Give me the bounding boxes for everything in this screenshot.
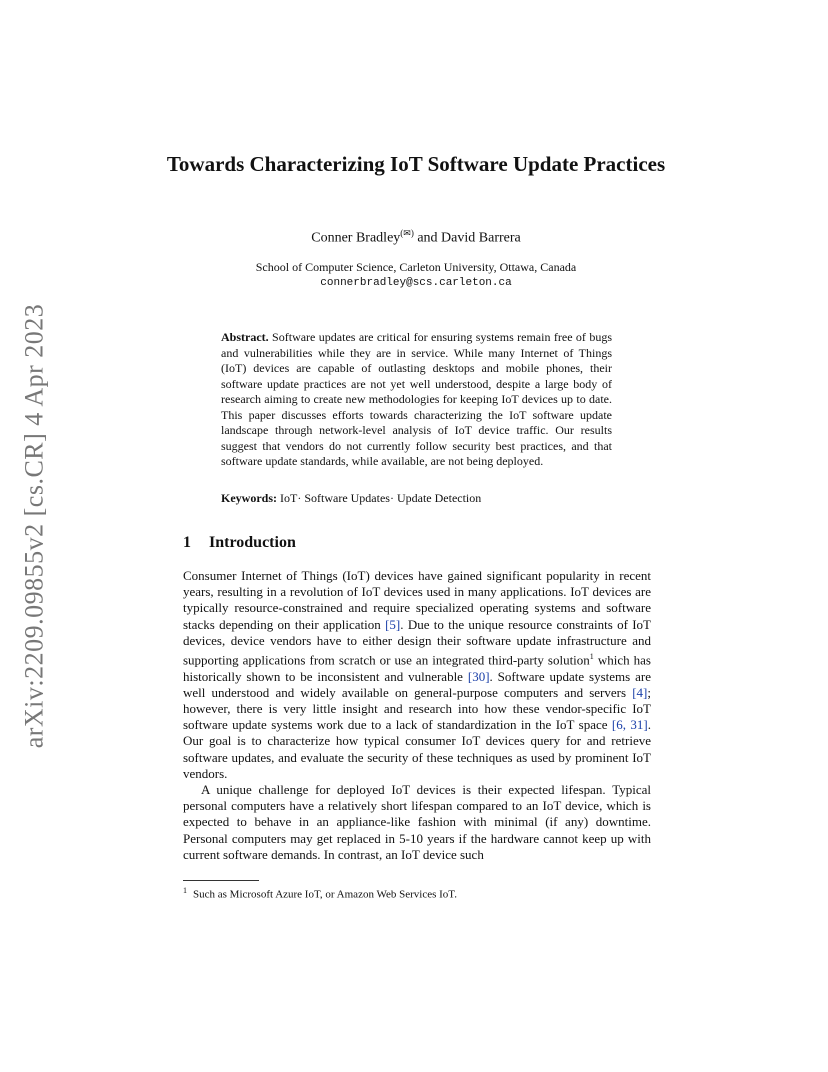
keywords-label: Keywords: — [221, 491, 277, 505]
keywords — [221, 491, 612, 507]
footnote-text: Such as Microsoft Azure IoT, or Amazon Web Services IoT. — [193, 888, 457, 901]
intro-paragraph-1 — [183, 568, 651, 782]
footnote-number: 1 — [183, 886, 187, 895]
abstract — [221, 330, 612, 470]
intro-text-3: which has historically shown to be inconsistent and vulnerable — [183, 652, 651, 684]
intro-text-2: . Due to the unique resource constraints of IoT devices, device vendors have to either design their software update infrastructure and supporting applications from scratch or use an integrated third-party solution — [183, 616, 651, 668]
keywords-text: IoT· Software Updates· Update Detection — [277, 491, 482, 505]
citation-link[interactable]: [5] — [385, 616, 401, 632]
section-heading — [183, 534, 296, 552]
affiliation-institution: School of Computer Science, Carleton University, Ottawa, Canada — [255, 260, 577, 274]
intro-text-6: . Our goal is to characterize how typical consumer IoT devices query for and retrieve software updates, and evaluate the security of these techniques as used by prominent IoT vendors. — [183, 717, 651, 781]
footnote-marker[interactable]: 1 — [589, 652, 594, 662]
intro-paragraph-2: A unique challenge for deployed IoT devices is their expected lifespan. Typical personal computers have a relatively short lifespan compared to an IoT device, which is expected to behave in an appliance-like fashion with minimal (if any) downtime. Personal computers may get replaced in 5-10 years if the hardware cannot keep up with current software demands. In contrast, an IoT device such — [183, 781, 651, 862]
author-first: Conner Bradley — [311, 230, 401, 246]
citation-link[interactable]: [6, 31] — [611, 717, 648, 733]
section-number: 1 — [183, 534, 191, 551]
footnote — [183, 886, 651, 901]
author-joiner: and — [413, 230, 442, 246]
corresponding-author-mark: (✉) — [400, 228, 414, 238]
section-title: Introduction — [209, 534, 296, 551]
citation-link[interactable]: [30] — [467, 668, 490, 684]
author-line — [160, 228, 672, 247]
paper-title: Towards Characterizing IoT Software Update Practices — [166, 152, 666, 176]
affiliation-block — [160, 259, 672, 291]
author-email: connerbradley@scs.carleton.ca — [320, 277, 512, 289]
intro-text-4: . Software update systems are well understood and widely available on general-purpose computers and servers — [183, 668, 651, 700]
abstract-label: Abstract. — [221, 330, 269, 344]
arxiv-identifier-stamp — [16, 298, 52, 754]
arxiv-identifier-text: arXiv:2209.09855v2 [cs.CR] 4 Apr 2023 — [19, 303, 48, 749]
author-second: David Barrera — [441, 230, 521, 246]
intro-text-5: ; however, there is very little insight and research into how these vendor-specific IoT software update systems work due to a lack of standardization in the IoT space — [183, 684, 651, 733]
intro-text-1: Consumer Internet of Things (IoT) devices have gained significant popularity in recent years, resulting in a revolution of IoT devices used in many applications. IoT devices are typically resource-constrained and require specialized operating systems and software stacks depending on their application — [183, 568, 651, 632]
citation-link[interactable]: [4] — [632, 684, 648, 700]
footnote-divider — [183, 880, 259, 881]
section-body — [183, 568, 651, 863]
abstract-text: Software updates are critical for ensuring systems remain free of bugs and vulnerabilities while they are in service. While many Internet of Things (IoT) devices are capable of outlasting desktops and mobile phones, their software update practices are not yet well understood, despite a large body of research aiming to create new methodologies for keeping IoT devices up to date. This paper discusses efforts towards characterizing the IoT software update landscape through network-level analysis of IoT device traffic. Our results suggest that vendors do not currently follow security best practices, and that software update standards, while available, are not being deployed. — [221, 330, 612, 468]
